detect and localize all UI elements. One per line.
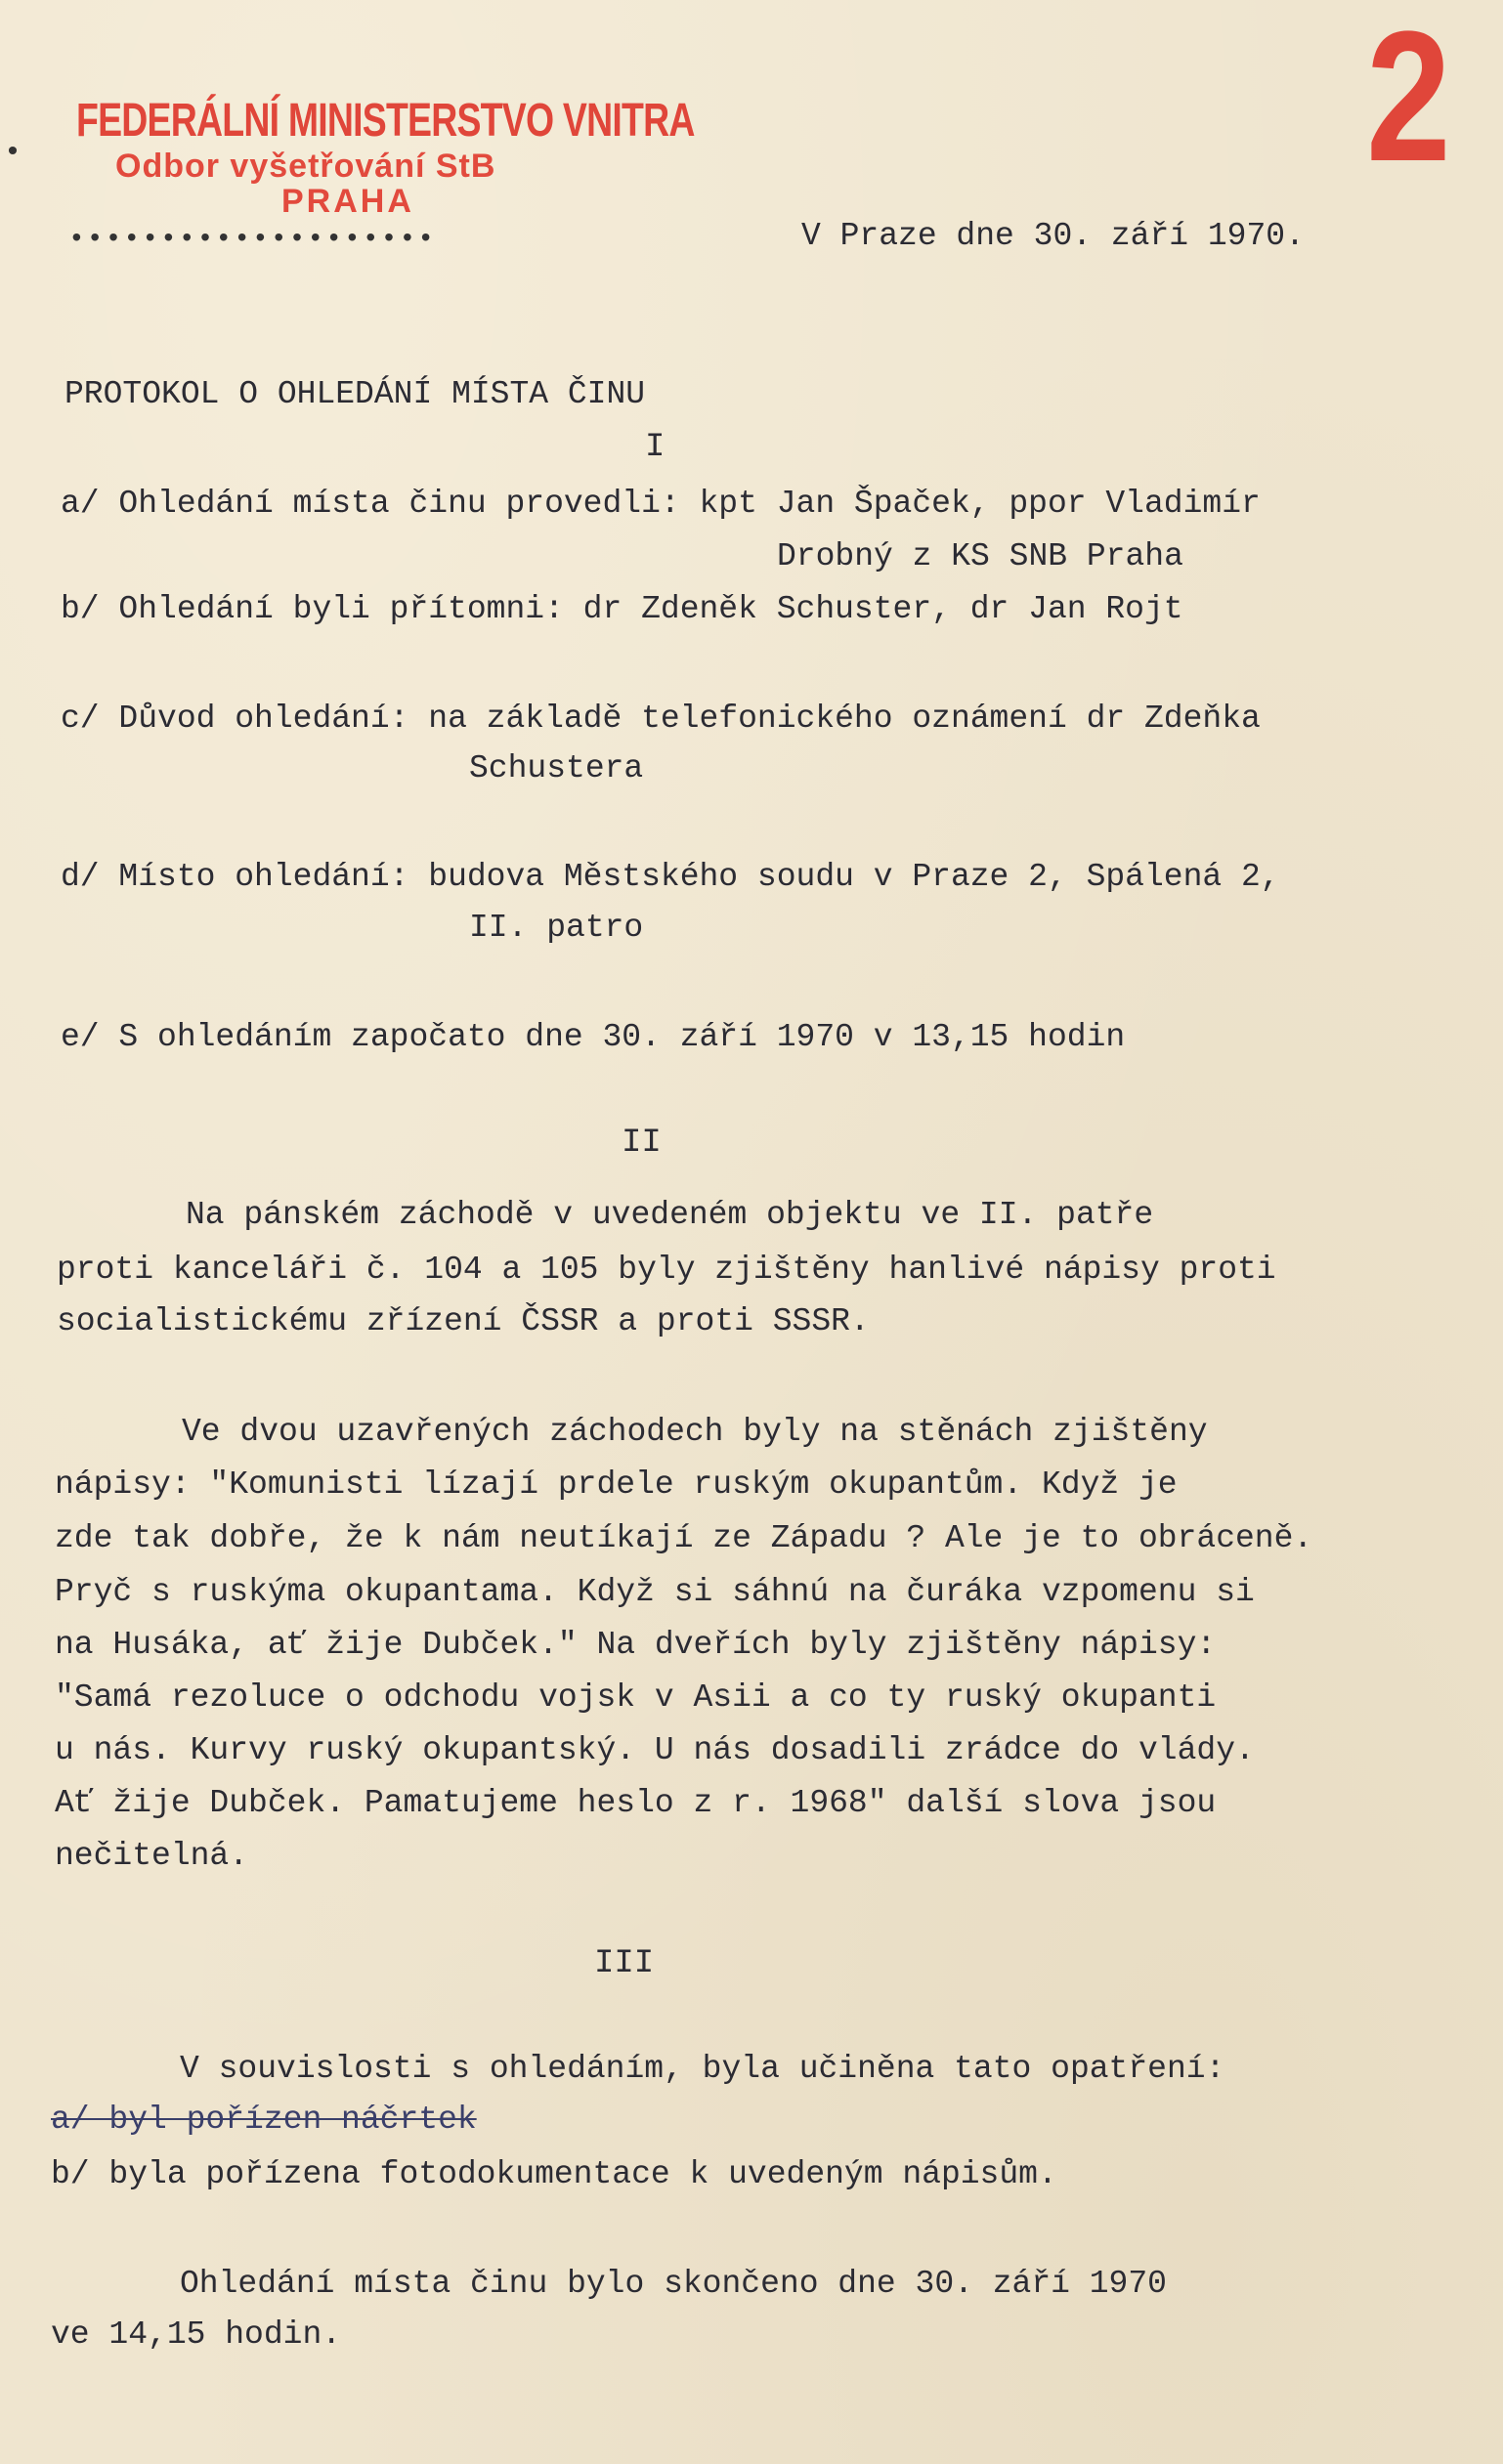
paragraph-2-line1: Ve dvou uzavřených záchodech byly na stěnách zjištěny (182, 1414, 1208, 1450)
section-heading-1: I (645, 429, 666, 466)
struck-item-a: a/ byl pořízen náčrtek (51, 2102, 477, 2138)
section-heading-3: III (594, 1945, 655, 1982)
margin-dot: • (4, 137, 22, 170)
dotted-line: •••••••••••••••••••• (68, 225, 437, 255)
closing-line2: ve 14,15 hodin. (51, 2316, 342, 2353)
page-number: 2 (1366, 0, 1451, 200)
letterhead (76, 94, 695, 220)
paragraph-3-line1: V souvislosti s ohledáním, byla učiněna tato opatření: (180, 2051, 1225, 2087)
paragraph-2-line6: "Samá rezoluce o odchodu vojsk v Asii a co ty ruský okupanti (55, 1679, 1217, 1716)
paragraph-2-line2: nápisy: "Komunisti lízají prdele ruským okupantům. Když je (55, 1466, 1178, 1503)
city-name: PRAHA (281, 183, 414, 220)
item-d-line2: II. patro (469, 910, 644, 946)
document-title: PROTOKOL O OHLEDÁNÍ MÍSTA ČINU (64, 376, 646, 412)
item-d-line1: d/ Místo ohledání: budova Městského soudu v Praze 2, Spálená 2, (61, 859, 1280, 895)
paragraph-2-line7: u nás. Kurvy ruský okupantský. U nás dosadili zrádce do vlády. (55, 1732, 1255, 1768)
item-c-line1: c/ Důvod ohledání: na základě telefonického oznámení dr Zdeňka (61, 701, 1261, 737)
ministry-name: FEDERÁLNÍ MINISTERSTVO VNITRA (76, 95, 695, 147)
paragraph-2-line8: Ať žije Dubček. Pamatujeme heslo z r. 1968" další slova jsou (55, 1785, 1217, 1821)
section-heading-2: II (622, 1125, 662, 1162)
paragraph-2-line4: Pryč s ruskýma okupantama. Když si sáhnú na čuráka vzpomenu si (55, 1574, 1255, 1610)
paragraph-2-line3: zde tak dobře, že k nám neutíkají ze Západu ? Ale je to obráceně. (55, 1520, 1313, 1556)
item-c-line2: Schustera (469, 750, 644, 786)
item-b-photo: b/ byla pořízena fotodokumentace k uvedeným nápisům. (51, 2156, 1057, 2192)
date-line: V Praze dne 30. září 1970. (801, 218, 1305, 254)
closing-line1: Ohledání místa činu bylo skončeno dne 30. září 1970 (180, 2266, 1167, 2302)
item-a-line1: a/ Ohledání místa činu provedli: kpt Jan Špaček, ppor Vladimír (61, 486, 1261, 522)
paragraph-1-line2: proti kanceláři č. 104 a 105 byly zjištěny hanlivé nápisy proti (57, 1252, 1276, 1288)
paragraph-2-line9: nečitelná. (55, 1838, 249, 1874)
department-name: Odbor vyšetřování StB (115, 148, 496, 185)
item-b-line: b/ Ohledání byli přítomni: dr Zdeněk Schuster, dr Jan Rojt (61, 591, 1183, 627)
item-a-line2: Drobný z KS SNB Praha (777, 538, 1183, 574)
paragraph-1-line3: socialistickému zřízení ČSSR a proti SSSR. (57, 1303, 870, 1339)
paragraph-1-line1: Na pánském záchodě v uvedeném objektu ve II. patře (186, 1197, 1154, 1233)
paragraph-2-line5: na Husáka, ať žije Dubček." Na dveřích byly zjištěny nápisy: (55, 1627, 1217, 1663)
item-e-line: e/ S ohledáním započato dne 30. září 1970 v 13,15 hodin (61, 1019, 1126, 1055)
